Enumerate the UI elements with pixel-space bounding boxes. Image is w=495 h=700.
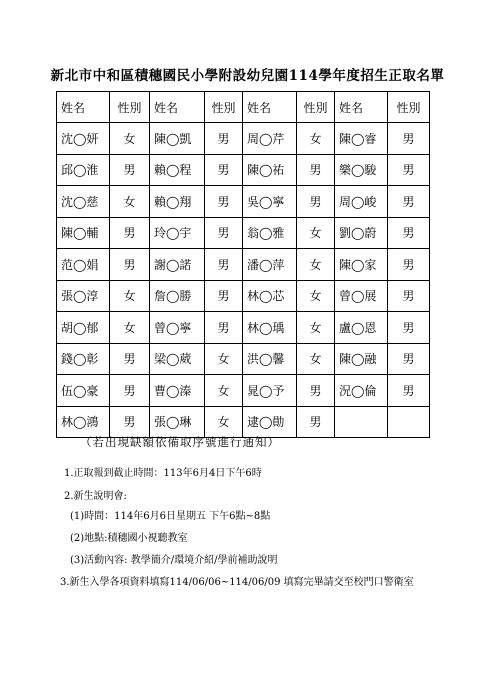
- table-row: [57, 343, 430, 375]
- student-name: 樂◯駿: [335, 154, 388, 186]
- student-gender: 男: [205, 123, 243, 155]
- student-gender: 男: [205, 249, 243, 281]
- student-name: 曾◯寧: [150, 312, 205, 344]
- student-name: 賴◯翔: [150, 186, 205, 218]
- student-gender: 男: [205, 186, 243, 218]
- student-name: 謝◯諾: [150, 249, 205, 281]
- table-row: [57, 312, 430, 344]
- student-gender: 男: [388, 217, 430, 249]
- student-gender: 女: [205, 406, 243, 438]
- student-gender: [388, 406, 430, 438]
- student-name: 曹◯溱: [150, 375, 205, 407]
- table-row: [57, 406, 430, 438]
- student-name: 曾◯展: [335, 280, 388, 312]
- header-gender: 性別: [205, 92, 243, 123]
- student-name: 林◯鴻: [57, 406, 110, 438]
- header-name: 姓名: [243, 92, 297, 123]
- student-name: 盧◯恩: [335, 312, 388, 344]
- student-gender: 女: [110, 280, 150, 312]
- student-gender: 女: [110, 186, 150, 218]
- student-name: 胡◯郁: [57, 312, 110, 344]
- student-gender: 女: [297, 249, 335, 281]
- student-name: 林◯瑀: [243, 312, 297, 344]
- student-name: 林◯芯: [243, 280, 297, 312]
- admission-table-body: [57, 92, 430, 438]
- student-gender: 男: [388, 280, 430, 312]
- student-gender: 男: [388, 186, 430, 218]
- info-deadline: 1.正取報到截止時間：113年6月4日下午6時: [64, 468, 262, 479]
- waitlist-note: （若出現缺額依備取序號進行通知）: [80, 435, 280, 449]
- table-row: [57, 154, 430, 186]
- student-name: 陳◯輔: [57, 217, 110, 249]
- student-gender: 女: [110, 123, 150, 155]
- student-name: 況◯倫: [335, 375, 388, 407]
- student-name: 伍◯豪: [57, 375, 110, 407]
- student-name: 吳◯寧: [243, 186, 297, 218]
- student-gender: 男: [388, 154, 430, 186]
- student-gender: 男: [205, 154, 243, 186]
- student-gender: 女: [205, 343, 243, 375]
- student-gender: 男: [205, 280, 243, 312]
- student-name: 范◯娟: [57, 249, 110, 281]
- admission-table: [56, 91, 430, 438]
- student-name: 玲◯宇: [150, 217, 205, 249]
- student-name: 洪◯馨: [243, 343, 297, 375]
- header-gender: 性別: [110, 92, 150, 123]
- student-gender: 男: [205, 312, 243, 344]
- header-name: 姓名: [57, 92, 110, 123]
- student-name: 沈◯慈: [57, 186, 110, 218]
- student-name: 翁◯雅: [243, 217, 297, 249]
- table-row: [57, 123, 430, 155]
- table-row: [57, 280, 430, 312]
- student-gender: 男: [110, 154, 150, 186]
- info-orientation-location: (2)地點:積穗國小視聽教室: [70, 533, 188, 544]
- student-gender: 男: [297, 375, 335, 407]
- table-row: [57, 186, 430, 218]
- student-name: 沈◯妍: [57, 123, 110, 155]
- table-header-row: [57, 92, 430, 123]
- header-name: 姓名: [335, 92, 388, 123]
- header-name: 姓名: [150, 92, 205, 123]
- table-row: [57, 375, 430, 407]
- student-name: 梁◯葳: [150, 343, 205, 375]
- student-name: 潘◯萍: [243, 249, 297, 281]
- student-name: 賴◯程: [150, 154, 205, 186]
- student-name: 錢◯彰: [57, 343, 110, 375]
- student-gender: 男: [297, 154, 335, 186]
- student-gender: 男: [388, 123, 430, 155]
- student-name: 晁◯予: [243, 375, 297, 407]
- header-gender: 性別: [388, 92, 430, 123]
- header-gender: 性別: [297, 92, 335, 123]
- student-gender: 男: [297, 406, 335, 438]
- info-orientation-heading: 2.新生說明會:: [64, 491, 127, 502]
- table-row: [57, 217, 430, 249]
- student-name: 周◯芹: [243, 123, 297, 155]
- student-gender: 女: [297, 217, 335, 249]
- info-forms: 3.新生入學各項資料填寫114/06/06~114/06/09 填寫完畢請交至校門口警衛室: [60, 577, 414, 588]
- student-name: 陳◯家: [335, 249, 388, 281]
- student-gender: 男: [205, 217, 243, 249]
- student-gender: 女: [205, 375, 243, 407]
- table-row: [57, 249, 430, 281]
- student-gender: 男: [110, 217, 150, 249]
- student-name: 陳◯祐: [243, 154, 297, 186]
- student-name: [335, 406, 388, 438]
- student-gender: 女: [297, 343, 335, 375]
- student-gender: 男: [110, 406, 150, 438]
- student-gender: 女: [297, 312, 335, 344]
- student-name: 周◯峻: [335, 186, 388, 218]
- student-gender: 男: [388, 249, 430, 281]
- student-gender: 男: [297, 186, 335, 218]
- student-gender: 女: [110, 312, 150, 344]
- student-name: 逮◯勛: [243, 406, 297, 438]
- student-name: 張◯琳: [150, 406, 205, 438]
- student-name: 張◯淳: [57, 280, 110, 312]
- student-gender: 男: [388, 343, 430, 375]
- student-gender: 男: [110, 249, 150, 281]
- student-gender: 男: [110, 375, 150, 407]
- student-gender: 男: [388, 312, 430, 344]
- page-title: 新北市中和區積穗國民小學附設幼兒園114學年度招生正取名單: [50, 68, 445, 84]
- student-name: 陳◯凱: [150, 123, 205, 155]
- student-name: 邱◯淮: [57, 154, 110, 186]
- student-name: 陳◯融: [335, 343, 388, 375]
- student-gender: 女: [297, 280, 335, 312]
- student-name: 劉◯蔚: [335, 217, 388, 249]
- info-orientation-time: (1)時間：114年6月6日星期五 下午6點~8點: [70, 511, 271, 522]
- student-gender: 男: [388, 375, 430, 407]
- student-name: 陳◯睿: [335, 123, 388, 155]
- student-name: 詹◯勝: [150, 280, 205, 312]
- student-gender: 男: [110, 343, 150, 375]
- info-orientation-content: (3)活動內容: 教學簡介/環境介紹/學前補助說明: [70, 555, 278, 566]
- student-gender: 女: [297, 123, 335, 155]
